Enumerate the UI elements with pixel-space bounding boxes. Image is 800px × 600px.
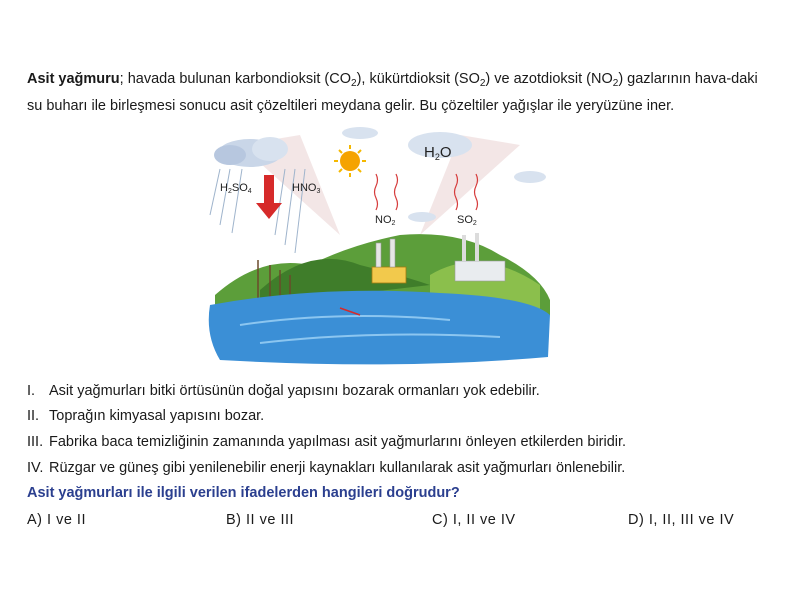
statement-4	[27, 458, 625, 478]
sub-2: 2	[612, 78, 619, 89]
statement-num: I.	[27, 383, 36, 399]
svg-text:SO2: SO2	[457, 214, 477, 227]
intro-text-2: ), kükürtdioksit (SO	[356, 71, 480, 87]
svg-text:H2SO4: H2SO4	[220, 182, 252, 195]
statement-text: Rüzgar ve güneş gibi yenilenebilir enerji kaynakları kullanılarak asit yağmurları önlenebilir.	[49, 460, 626, 476]
statement-3	[27, 432, 626, 452]
option-c[interactable]: C) I, II ve IV	[432, 512, 516, 528]
statement-1	[27, 381, 540, 401]
sun-icon	[334, 145, 366, 177]
option-d[interactable]: D) I, II, III ve IV	[628, 512, 735, 528]
acid-rain-illustration	[200, 125, 560, 370]
option-b[interactable]: B) II ve III	[226, 512, 295, 528]
statement-text: Toprağın kimyasal yapısını bozar.	[49, 408, 265, 424]
option-a[interactable]: A) I ve II	[27, 512, 86, 528]
intro-paragraph	[27, 66, 777, 120]
sub-2: 2	[351, 78, 357, 89]
statement-2	[27, 406, 264, 426]
statement-num: II.	[27, 408, 40, 424]
term-bold: Asit yağmuru	[27, 71, 120, 87]
intro-text-1: ; havada bulunan karbondioksit (CO	[119, 71, 352, 87]
statement-num: III.	[27, 434, 44, 450]
intro-text-4: ) gazlarının hava-daki su buharı ile birleşmesi sonucu asit çözeltileri meydana gelir. Bu çözeltiler yağışlar ile yeryüzüne iner.	[27, 71, 758, 114]
svg-text:HNO3: HNO3	[292, 182, 321, 195]
statement-text: Asit yağmurları bitki örtüsünün doğal yapısını bozarak ormanları yok edebilir.	[49, 383, 540, 399]
statement-text: Fabrika baca temizliğinin zamanında yapılması asit yağmurlarını önleyen etkilerden biridir.	[49, 434, 627, 450]
svg-text:NO2: NO2	[375, 214, 396, 227]
statement-num: IV.	[27, 460, 44, 476]
lake-icon	[209, 291, 550, 365]
question-text: Asit yağmurları ile ilgili verilen ifadelerden hangileri doğrudur?	[27, 485, 460, 501]
svg-text:H2O: $H_2O$	[424, 144, 452, 162]
intro-text-3: ) ve azotdioksit (NO	[485, 71, 613, 87]
sub-2: 2	[479, 78, 486, 89]
